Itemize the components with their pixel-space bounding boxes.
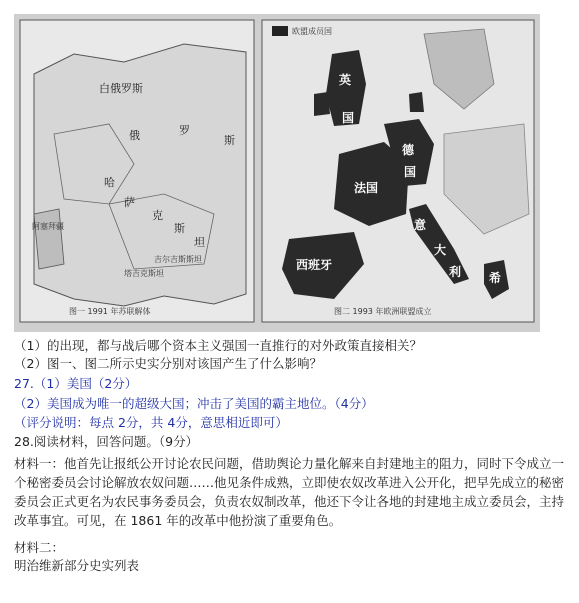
map2-label: 大 — [434, 243, 447, 257]
map2-label: 希 — [489, 271, 502, 285]
map1-label: 白俄罗斯 — [99, 82, 143, 95]
map1-label: 斯 — [174, 222, 185, 235]
legend-swatch — [272, 26, 288, 36]
material-2-label: 材料二： — [14, 540, 65, 555]
map1-label: 坦 — [194, 236, 205, 249]
map1-label: 斯 — [224, 134, 235, 147]
maps-figure — [14, 14, 540, 332]
map2-caption: 图二 1993 年欧洲联盟成立 — [334, 307, 432, 316]
table-title: 明治维新部分史实列表 — [14, 558, 140, 573]
map1-label: 克 — [152, 209, 163, 222]
map2-label: 意 — [414, 218, 427, 232]
material-1: 材料一：他首先让报纸公开讨论农民问题，借助舆论力量化解来自封建地主的阻力，同时下令成立一个秘密委员会讨论解放农奴问题……他见条件成熟，立即使农奴改革进入公开化，把早先成立的秘密委员会正式更名为农民事务委员会，负责农奴制改革，他还下令让各地的封建地主成立委员会，主持改革事宜。可见，在 1861 年的改革中他扮演了重要角色。 — [14, 456, 565, 528]
map1-label: 阿塞拜疆 — [32, 222, 64, 231]
map1-label: 罗 — [179, 124, 190, 137]
map1-label: 哈 — [104, 176, 115, 189]
map2-label: 德 — [402, 143, 415, 157]
map1-label: 吉尔吉斯斯坦 — [154, 255, 202, 264]
q28-heading: 28.阅读材料，回答问题。（9分） — [14, 434, 199, 449]
map2-label: 法国 — [354, 181, 379, 195]
maps-photo — [14, 14, 540, 332]
map2-legend: 欧盟成员国 — [292, 27, 332, 36]
border-line — [34, 209, 64, 269]
map2-label: 利 — [449, 265, 462, 279]
map1-caption: 图一 1991 年苏联解体 — [69, 307, 151, 316]
map2-label: 国 — [404, 165, 417, 179]
map2-label: 西班牙 — [296, 258, 333, 272]
map2-label: 英 — [339, 73, 352, 87]
question-1: （1）的出现，都与战后哪个资本主义强国一直推行的对外政策直接相关？ — [14, 338, 422, 353]
question-2: （2）图一、图二所示史实分别对该国产生了什么影响？ — [14, 356, 322, 371]
scoring-note: （评分说明：每点 2分，共 4分，意思相近即可） — [14, 415, 288, 430]
eu-member-shape — [409, 92, 424, 112]
map1-label: 塔吉克斯坦 — [124, 269, 164, 278]
map1-label: 萨 — [124, 196, 135, 209]
map2-label: 国 — [342, 111, 355, 125]
answer-2: （2）美国成为唯一的超级大国；冲击了美国的霸主地位。（4分） — [14, 396, 374, 411]
eu-member-shape — [314, 92, 330, 116]
map1-label: 俄 — [129, 129, 140, 142]
answer-1: 27.（1）美国（2分） — [14, 376, 138, 391]
